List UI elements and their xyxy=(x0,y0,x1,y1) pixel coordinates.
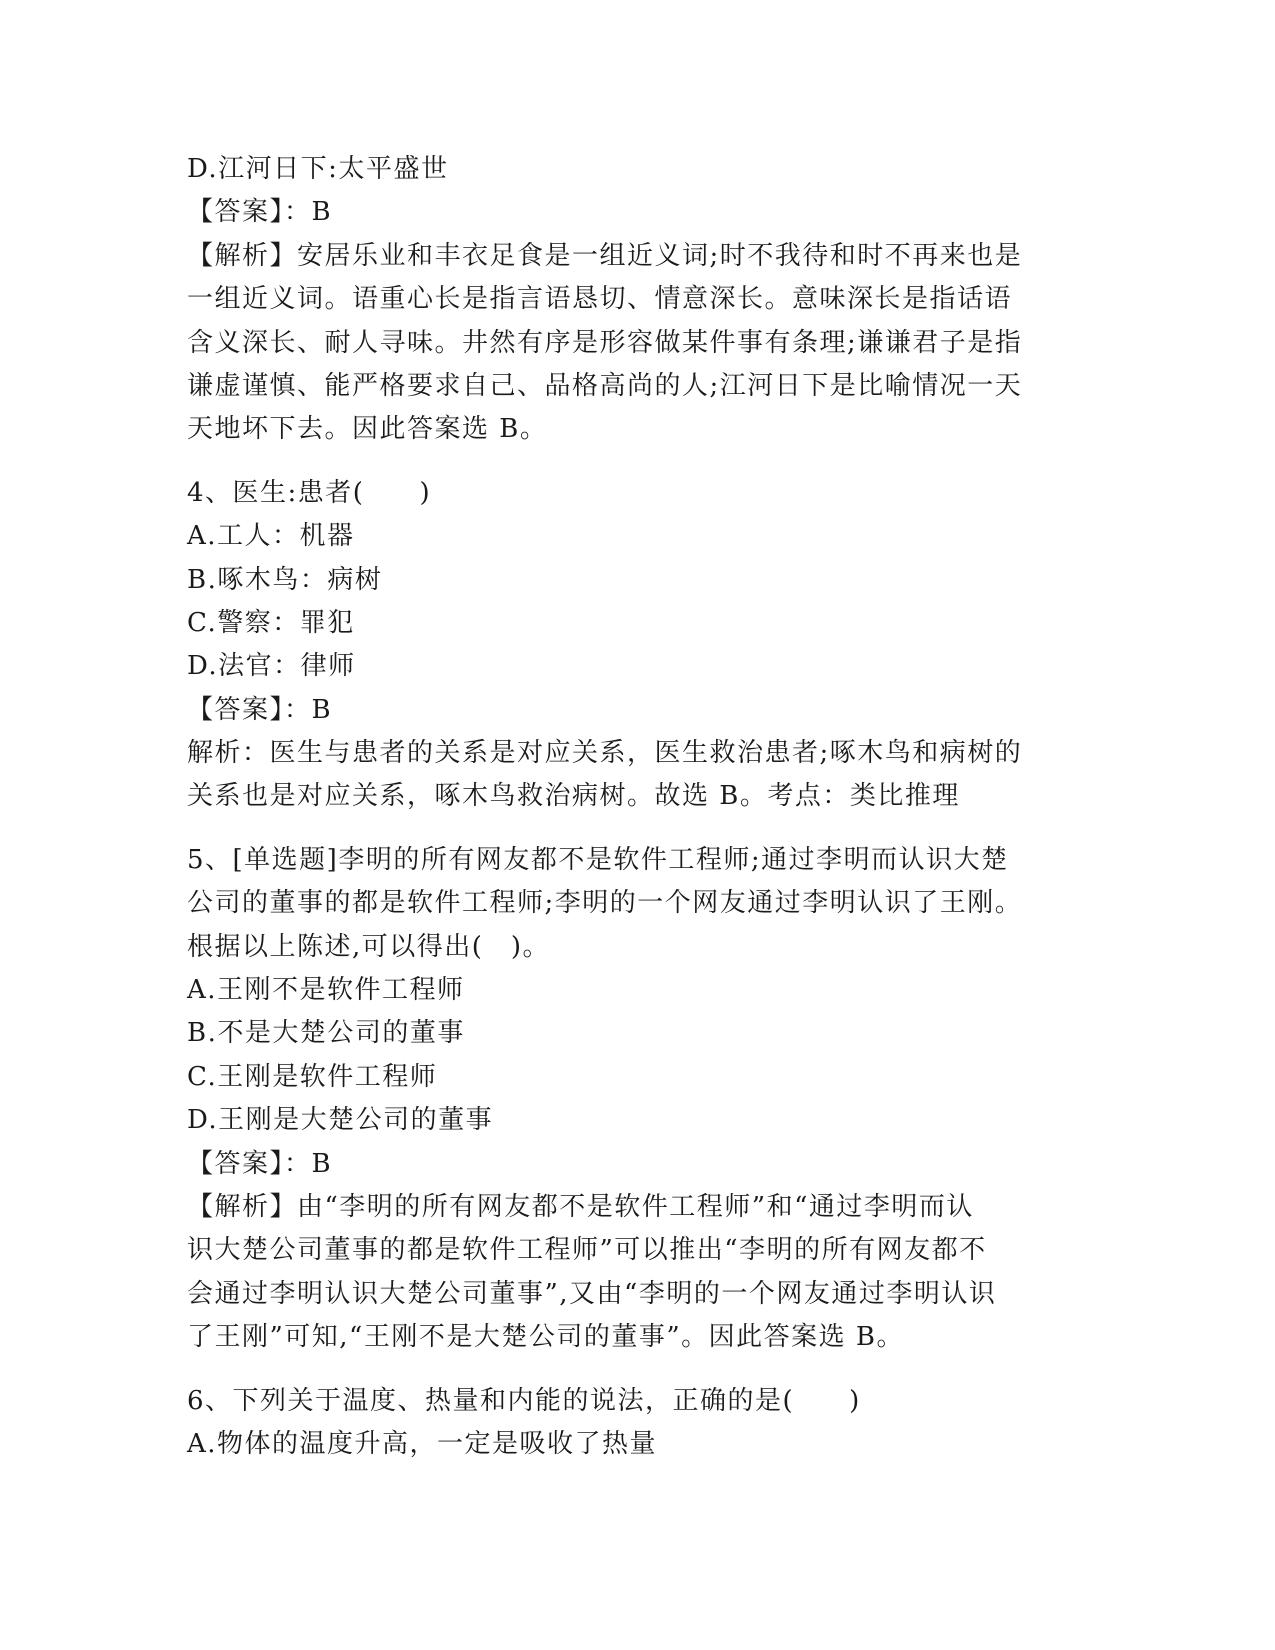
option-d: D.王刚是大楚公司的董事 xyxy=(187,1105,494,1136)
answer-line: 【答案】：B xyxy=(187,1148,333,1179)
question-stem: 公司的董事的都是软件工程师;李明的一个网友通过李明认识了王刚。 xyxy=(187,888,1023,919)
answer-line: 【答案】：B xyxy=(187,694,333,725)
option-c: C.王刚是软件工程师 xyxy=(187,1061,438,1092)
answer-line: 【答案】：B xyxy=(187,197,333,228)
question-stem: 6、下列关于温度、热量和内能的说法，正确的是( ) xyxy=(187,1385,861,1416)
explanation-line: 【解析】安居乐业和丰衣足食是一组近义词;时不我待和时不再来也是 xyxy=(187,240,1023,271)
option-d: D.法官：律师 xyxy=(187,651,356,682)
document-content xyxy=(187,148,1067,1466)
option-d: D.江河日下:太平盛世 xyxy=(187,154,449,184)
option-b: B.不是大楚公司的董事 xyxy=(187,1018,465,1049)
explanation-line: 解析：医生与患者的关系是对应关系，医生救治患者;啄木鸟和病树的 xyxy=(187,738,1023,769)
paragraph-gap xyxy=(187,1360,1067,1380)
question-stem: 4、医生:患者( ) xyxy=(187,477,432,508)
explanation-line: 会通过李明认识大楚公司董事”,又由“李明的一个网友通过李明认识 xyxy=(187,1278,997,1309)
option-a: A.工人：机器 xyxy=(187,521,355,552)
paragraph-gap xyxy=(187,819,1067,839)
question-3-tail xyxy=(187,148,1067,452)
question-stem: 5、[单选题]李明的所有网友都不是软件工程师;通过李明而认识大楚 xyxy=(187,844,1009,875)
option-a: A.王刚不是软件工程师 xyxy=(187,975,465,1006)
explanation-line: 含义深长、耐人寻味。井然有序是形容做某件事有条理;谦谦君子是指 xyxy=(187,327,1023,358)
paragraph-gap xyxy=(187,452,1067,472)
option-a: A.物体的温度升高，一定是吸收了热量 xyxy=(187,1428,658,1459)
explanation-line: 谦虚谨慎、能严格要求自己、品格高尚的人;江河日下是比喻情况一天 xyxy=(187,370,1023,401)
explanation-line: 一组近义词。语重心长是指言语恳切、情意深长。意味深长是指话语 xyxy=(187,284,1013,315)
explanation-line: 天地坏下去。因此答案选 B。 xyxy=(187,414,548,445)
explanation-line: 关系也是对应关系，啄木鸟救治病树。故选 B。考点：类比推理 xyxy=(187,781,960,812)
explanation-line: 识大楚公司董事的都是软件工程师”可以推出“李明的所有网友都不 xyxy=(187,1235,987,1266)
question-stem: 根据以上陈述,可以得出( )。 xyxy=(187,931,551,962)
explanation-line: 【解析】由“李明的所有网友都不是软件工程师”和“通过李明而认 xyxy=(187,1191,974,1222)
question-6 xyxy=(187,1380,1067,1467)
option-c: C.警察：罪犯 xyxy=(187,607,355,638)
option-b: B.啄木鸟：病树 xyxy=(187,564,383,595)
explanation-line: 了王刚”可知,“王刚不是大楚公司的董事”。因此答案选 B。 xyxy=(187,1322,905,1353)
question-5 xyxy=(187,839,1067,1360)
question-4 xyxy=(187,472,1067,819)
